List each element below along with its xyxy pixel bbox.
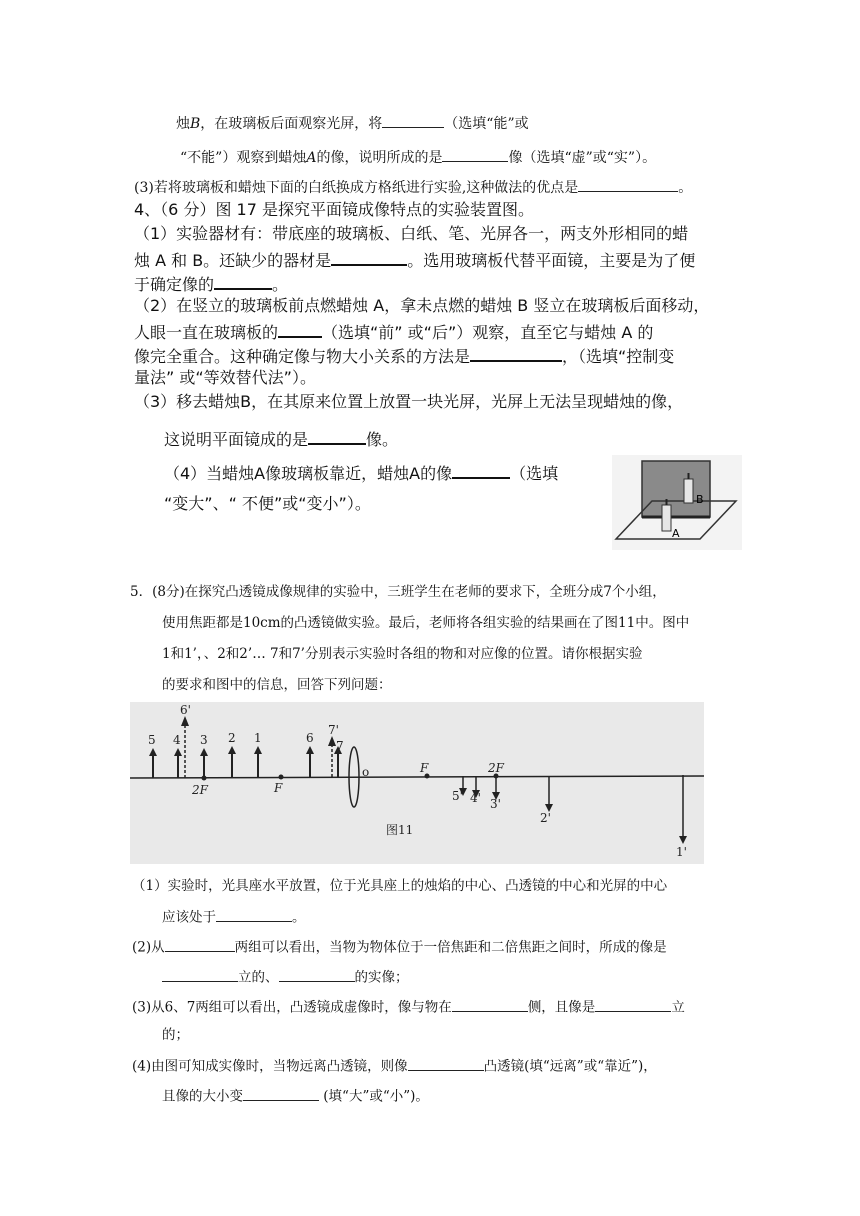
label-obj-5: 5 xyxy=(148,733,156,747)
arrowhead xyxy=(328,736,336,746)
q3-line1 xyxy=(176,113,529,133)
text: 侧，且像是 xyxy=(527,999,596,1016)
text: (填“大”或“小”)。 xyxy=(319,1088,429,1105)
label-o: o xyxy=(362,765,370,779)
blank[interactable] xyxy=(308,427,366,445)
q5-s2 xyxy=(132,937,667,956)
q4-p2f: 量法” 或“等效替代法”）。 xyxy=(134,368,316,387)
text: (3)若将玻璃板和蜡烛下面的白纸换成方格纸进行实验,这种做法的优点是 xyxy=(134,180,579,196)
label-img-1: 1' xyxy=(676,845,687,859)
text: 这说明平面镜成的是 xyxy=(164,430,309,449)
text: 烛 xyxy=(176,116,190,132)
blank[interactable] xyxy=(452,461,510,479)
text: (4)由图可知成实像时，当物远离凸透镜，则像 xyxy=(132,1058,408,1075)
text: 立的、 xyxy=(238,969,279,986)
text: 的像，说明所成的是 xyxy=(316,150,443,166)
label-2f-right: 2F xyxy=(488,761,504,775)
arrowhead xyxy=(228,746,236,754)
label-f-left: F xyxy=(274,781,283,795)
q4-p3a: （3）移去蜡烛B，在其原来位置上放置一块光屏，光屏上无法呈现蜡烛的像， xyxy=(134,392,684,411)
blank[interactable] xyxy=(331,248,407,266)
q4-p1a: （1）实验器材有：带底座的玻璃板、白纸、笔、光屏各一，两支外形相同的蜡 xyxy=(134,224,689,243)
q4-p2b xyxy=(134,320,653,342)
blank[interactable] xyxy=(278,320,322,338)
mirror-diagram xyxy=(612,455,742,550)
label-img-6: 6' xyxy=(180,703,191,717)
blank[interactable] xyxy=(243,1086,319,1101)
text: （选填“能”或 xyxy=(444,116,529,132)
blank[interactable] xyxy=(442,147,508,162)
blank[interactable] xyxy=(382,113,444,128)
q5-s3d: 的； xyxy=(162,1027,189,1043)
candle-b xyxy=(684,479,693,503)
label-img-3: 3' xyxy=(490,797,501,811)
q4-p4a xyxy=(164,461,558,483)
text: 。 xyxy=(272,275,289,294)
label-obj-4: 4 xyxy=(173,733,181,747)
arrowhead xyxy=(679,836,687,844)
text: （选填 xyxy=(510,464,559,483)
figure-caption: 图11 xyxy=(386,823,414,837)
q4-title: 4、（6 分）图 17 是探究平面镜成像特点的实验装置图。 xyxy=(134,200,534,219)
text: (3)从6、7两组可以看出，凸透镜成虚像时，像与物在 xyxy=(132,999,452,1016)
q4-p4c: “变大”、“ 不便”或“变小”）。 xyxy=(164,494,371,513)
text: 。 xyxy=(678,180,693,196)
blank[interactable] xyxy=(470,344,562,362)
text: 像（选填“虚”或“实”）。 xyxy=(508,150,657,166)
q4-p3b xyxy=(164,427,398,449)
blank[interactable] xyxy=(578,177,678,192)
q5-s1a: （1）实验时，光具座水平放置，位于光具座上的烛焰的中心、凸透镜的中心和光屏的中心 xyxy=(132,878,668,894)
text: 立 xyxy=(671,999,685,1016)
arrowhead xyxy=(174,748,182,756)
text: 应该处于 xyxy=(162,909,216,926)
candle-a xyxy=(662,505,671,531)
blank[interactable] xyxy=(165,937,235,952)
text: （选填“前” 或“后”）观察，直至它与蜡烛 A 的 xyxy=(322,323,654,342)
label-obj-6: 6 xyxy=(306,731,314,745)
q3-line2 xyxy=(180,147,656,167)
q4-p2d xyxy=(134,344,674,366)
q4-p1b xyxy=(134,248,695,270)
text: ，在玻璃板后面观察光屏，将 xyxy=(200,116,383,132)
label-img-7: 7' xyxy=(328,723,339,737)
q5-s4c xyxy=(162,1086,429,1105)
q5-line3: 1和1’，、2和2’… 7和7’分别表示实验时各组的物和对应像的位置。请你根据实验 xyxy=(162,646,643,662)
arrowhead xyxy=(254,746,262,754)
text: 凸透镜(填“远离”或“靠近”)， xyxy=(483,1058,657,1075)
blank[interactable] xyxy=(162,967,238,982)
label-img-5: 5' xyxy=(452,789,463,803)
label-a: A xyxy=(672,527,680,540)
text: 人眼一直在玻璃板的 xyxy=(134,323,279,342)
label-img-2: 2' xyxy=(540,811,551,825)
arrowhead xyxy=(181,716,189,726)
principal-axis xyxy=(130,776,704,778)
point-f-left xyxy=(279,775,284,780)
text: 且像的大小变 xyxy=(162,1088,243,1105)
text: 于确定像的 xyxy=(134,275,215,294)
blank[interactable] xyxy=(279,967,355,982)
blank[interactable] xyxy=(595,997,671,1012)
blank[interactable] xyxy=(452,997,528,1012)
text: 像完全重合。这种确定像与物大小关系的方法是 xyxy=(134,347,471,366)
label-obj-1: 1 xyxy=(254,731,262,745)
lens-diagram xyxy=(130,702,704,864)
text: （4）当蜡烛A像玻璃板靠近，蜡烛A的像 xyxy=(164,464,453,483)
q5-s4 xyxy=(132,1056,657,1075)
text: 两组可以看出，当物为物体位于一倍焦距和二倍焦距之间时，所成的像是 xyxy=(234,939,667,956)
label-b: B xyxy=(696,493,704,506)
text: 的实像； xyxy=(354,969,409,986)
text: (2)从 xyxy=(132,939,165,956)
arrowhead xyxy=(306,746,314,754)
label-2f-left: 2F xyxy=(192,783,208,797)
label-img-4: 4' xyxy=(470,791,481,805)
q5-line2: 使用焦距都是10cm的凸透镜做实验。最后，老师将各组实验的结果画在了图11中。图中 xyxy=(162,615,690,631)
glass-plate xyxy=(642,461,710,517)
q4-p1d xyxy=(134,272,288,294)
q4-p2a: （2）在竖立的玻璃板前点燃蜡烛 A，拿未点燃的蜡烛 B 竖立在玻璃板后面移动， xyxy=(134,296,710,315)
label-obj-2: 2 xyxy=(228,731,236,745)
text: “不能”）观察到蜡烛 xyxy=(180,150,307,166)
label-f-right: F xyxy=(420,761,429,775)
text: 。选用玻璃板代替平面镜，主要是为了便 xyxy=(407,251,696,270)
arrowhead xyxy=(200,748,208,756)
blank[interactable] xyxy=(214,272,272,290)
text: B xyxy=(190,116,201,132)
q3-line3 xyxy=(134,177,692,197)
text: A xyxy=(306,150,317,166)
lens-figure xyxy=(130,702,704,864)
text: ，（选填“控制变 xyxy=(562,347,675,366)
blank[interactable] xyxy=(408,1056,484,1071)
arrowhead xyxy=(149,748,157,756)
text: 像。 xyxy=(366,430,399,449)
q5-s1b xyxy=(162,907,306,926)
mirror-figure xyxy=(612,455,742,550)
label-obj-7: 7 xyxy=(336,739,344,753)
q5-line1: 5．(8分)在探究凸透镜成像规律的实验中，三班学生在老师的要求下，全班分成7个小组， xyxy=(130,584,666,600)
point-2f-left xyxy=(202,776,207,781)
blank[interactable] xyxy=(216,907,292,922)
q5-s2c xyxy=(162,967,409,986)
text: 烛 A 和 B。还缺少的器材是 xyxy=(134,251,332,270)
label-obj-3: 3 xyxy=(200,733,208,747)
text: 。 xyxy=(292,909,306,926)
q5-line4: 的要求和图中的信息，回答下列问题： xyxy=(162,677,392,693)
q5-s3 xyxy=(132,997,685,1016)
